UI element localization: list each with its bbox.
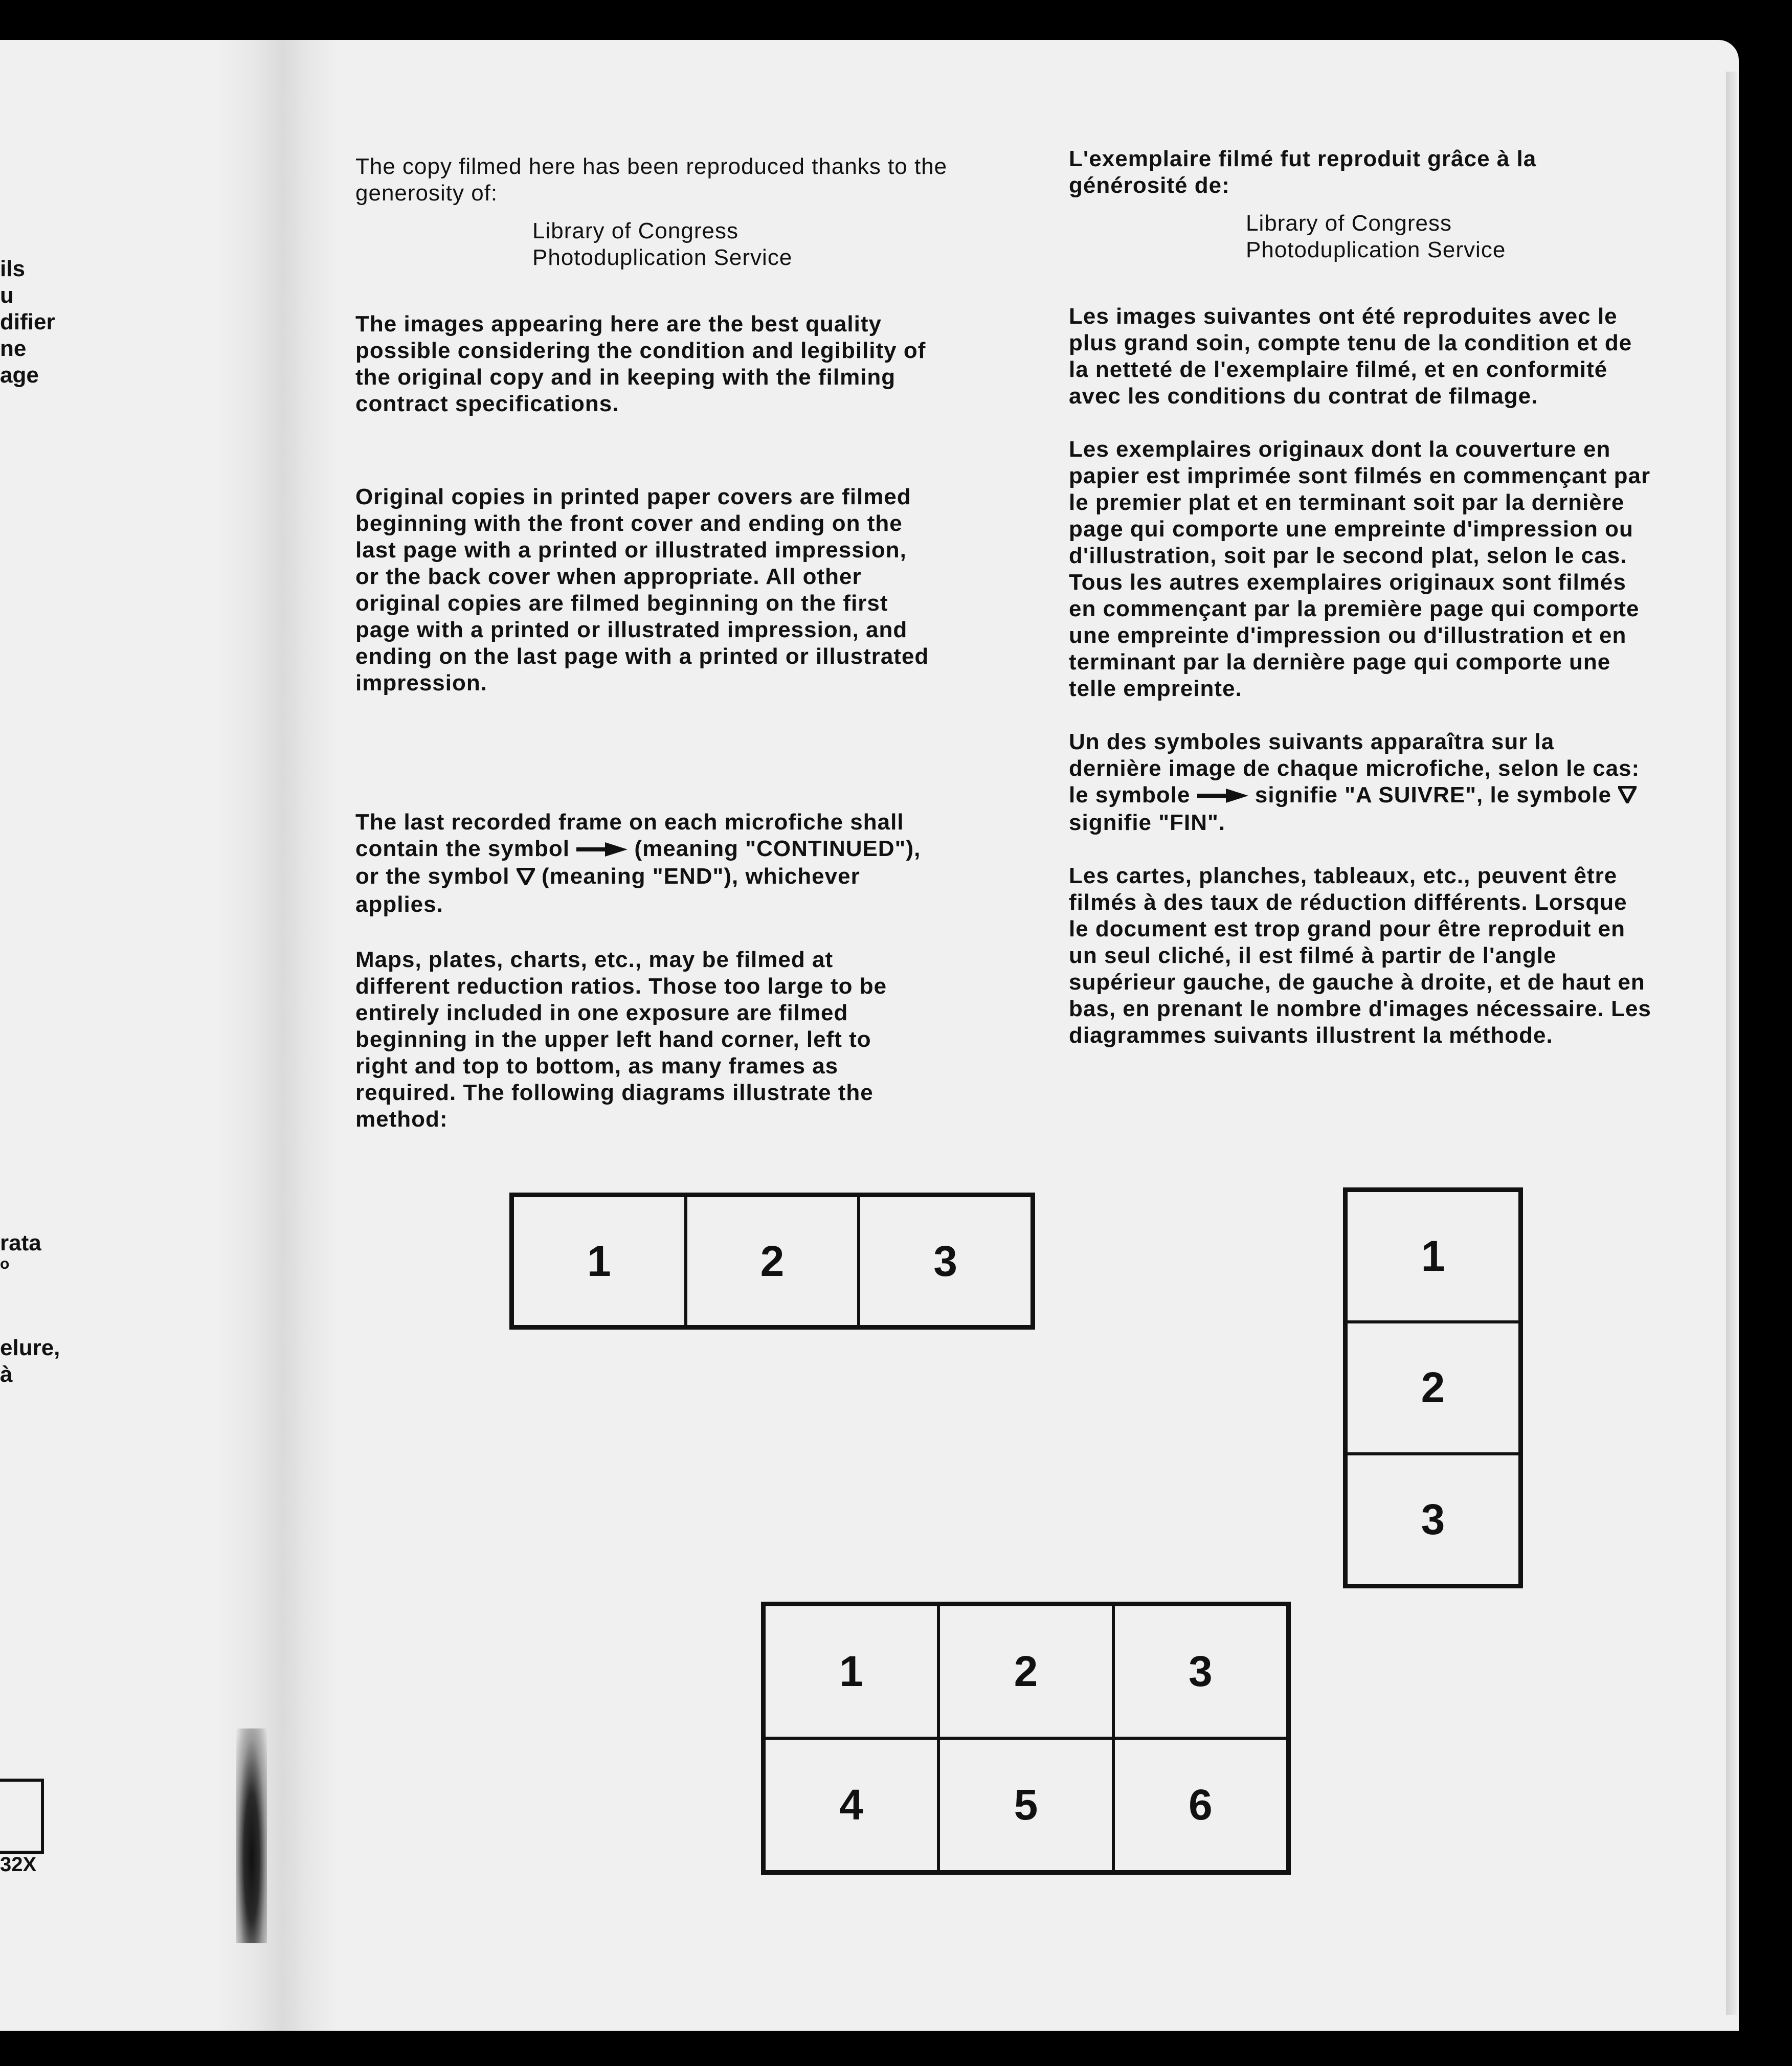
frame-cell: 2 [938,1605,1113,1738]
french-para-quality: Les images suivantes ont été reproduites avec le plus grand soin, compte tenu de la condition et de la netteté de l'exemplaire filmé, et en conformité avec les conditions du contrat de filmage. [1069,304,1632,409]
gutter-shadow [215,40,338,2031]
english-para-original: Original copies in printed paper covers are filmed beginning with the front cover and ending on the last page with a printed or illustrated impression, or the back cover when appropriate. All other original copies are filmed beginning on the first page with a printed or illustrated impression, and ending on the last page with a printed or illustrated impression. [355,484,929,695]
left-fragment [0,1335,60,1388]
french-symbol-text-c: signifie "FIN". [1069,810,1226,836]
fragment-line: difier [0,309,55,334]
frame-cell: 6 [1113,1738,1288,1872]
left-fragment [0,1230,41,1272]
frame-cell: 3 [1346,1454,1520,1585]
fragment-line: à [0,1362,13,1387]
fragment-line: elure, [0,1335,60,1360]
english-library-line1: Library of Congress [532,218,738,243]
fragment-line: o [0,1255,10,1272]
left-fragment-label: 32X [0,1853,37,1876]
french-symbol-text-a: Un des symboles suivants apparaîtra sur la dernière image de chaque microfiche, selon le cas: le symbole [1069,729,1640,807]
left-fragment [0,256,55,389]
frame-cell: 3 [1113,1605,1288,1738]
fragment-line: rata [0,1230,41,1255]
french-para-maps: Les cartes, planches, tableaux, etc., peuvent être filmés à des taux de réduction différents. Lorsque le document est trop grand pour être reproduit en un seul cliché, il est filmé à partir de l'angle supérieur gauche, de gauche à droite, et de haut en bas, en prenant le nombre d'images nécessaire. Les diagrammes suivants illustrent la méthode. [1069,863,1651,1048]
fragment-line: ne [0,336,27,361]
frame-cell: 3 [859,1196,1032,1327]
french-library-line2: Photoduplication Service [1246,237,1506,262]
fragment-line: u [0,283,14,308]
english-para-quality: The images appearing here are the best quality possible considering the condition and legibility of the original copy and in keeping with the filming contract specifications. [355,311,926,416]
frame-cell: 5 [938,1738,1113,1872]
diagram-grid [761,1602,1291,1875]
french-intro: L'exemplaire filmé fut reproduit grâce à la générosité de: [1069,146,1537,198]
english-intro: The copy filmed here has been reproduced thanks to the generosity of: [355,154,948,206]
diagram-vertical [1343,1187,1523,1588]
french-column [1069,146,1657,1049]
arrow-right-icon [576,837,628,863]
french-para-symbol [1069,729,1647,836]
frame-cell: 4 [764,1738,938,1872]
arrow-right-icon [1197,783,1248,810]
frame-cell: 1 [1346,1191,1520,1322]
fragment-line: ils [0,256,25,281]
frame-cell: 1 [512,1196,686,1327]
frame-cell: 1 [764,1605,938,1738]
english-symbol-text-c: (meaning "END"), whichever applies. [355,864,860,917]
left-fragment-box [0,1779,44,1854]
english-symbol-text-a: The last recorded frame on each microfiche shall contain the symbol [355,810,904,861]
diagram-horizontal [509,1193,1035,1330]
frame-cell: 2 [1346,1322,1520,1453]
page-edge-shadow [1726,72,1737,2015]
english-symbol-text-b: (meaning "CONTINUED"), or the symbol [355,836,921,889]
english-para-symbol [355,809,923,918]
english-library-line2: Photoduplication Service [532,245,793,270]
english-para-maps: Maps, plates, charts, etc., may be filmed at different reduction ratios. Those too large to be entirely included in one exposure are filmed beginning in the upper left hand corner, left to right and top to bottom, as many frames as required. The following diagrams illustrate the method: [355,947,887,1132]
triangle-down-icon [1618,783,1637,810]
gutter-dark-mark [236,1728,267,1943]
french-para-original: Les exemplaires originaux dont la couverture en papier est imprimée sont filmés en commençant par le premier plat et en terminant soit par la dernière page qui comporte une empreinte d'impression ou d'illustration, soit par le second plat, selon le cas. Tous les autres exemplaires originaux sont filmés en commençant par la première page qui comporte une empreinte d'impression ou d'illustration et en terminant par la dernière page qui comporte une telle empreinte. [1069,437,1651,701]
frame-cell: 2 [686,1196,859,1327]
french-symbol-text-b: signifie "A SUIVRE", le symbole [1255,782,1611,807]
english-column [355,153,969,1133]
triangle-down-icon [517,865,535,891]
french-library-line1: Library of Congress [1246,211,1452,236]
fragment-line: age [0,363,39,388]
